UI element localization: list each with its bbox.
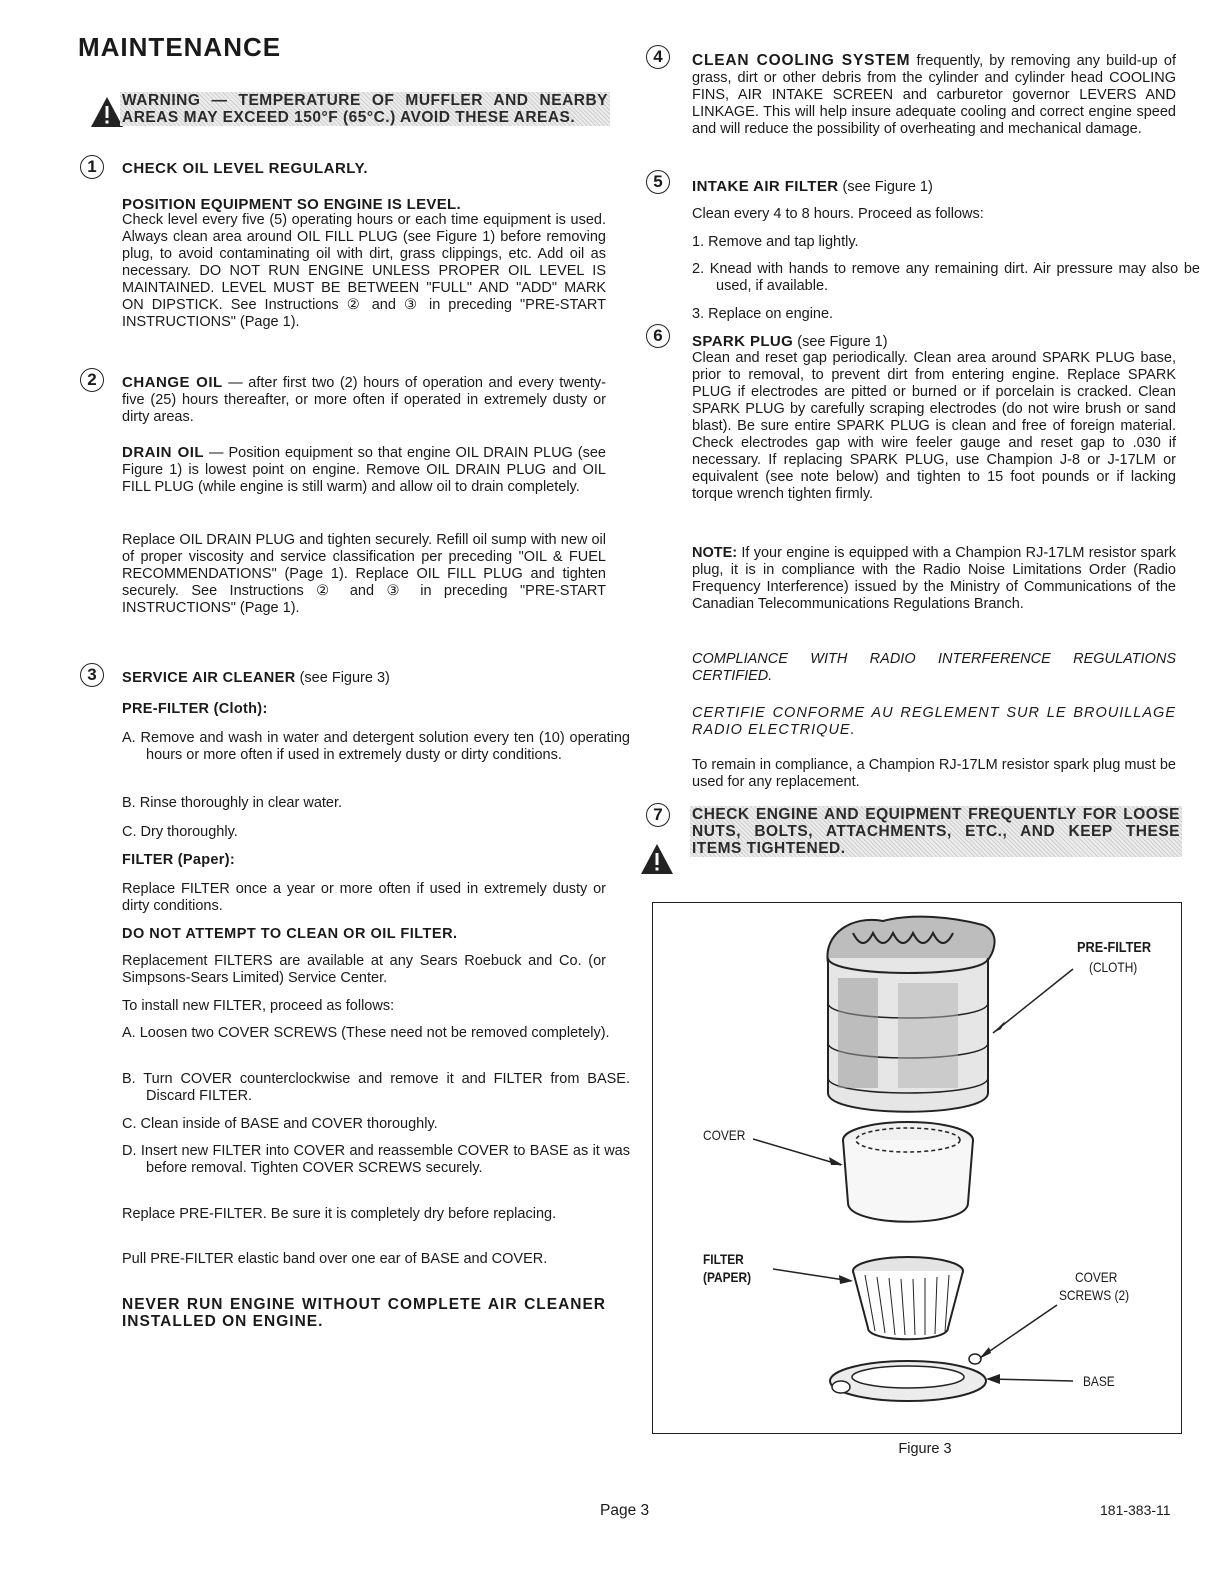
warning-triangle-icon xyxy=(90,96,124,128)
paper-filter-illustration xyxy=(853,1257,963,1339)
cover-illustration xyxy=(843,1122,973,1222)
s4-body: frequently, by removing any build-up of grass, dirt or other debris from the cylinder and cylinder head COOLING FINS, AIR INTAKE SCREEN and carburetor governor LEVERS AND LINKAGE. This will help insure adequate cooling and correct engine speed and will reduce the possibility of overheating and mechanical damage. xyxy=(692,53,1176,137)
s3-install-step-b: B. Turn COVER counterclockwise and remove it and FILTER from BASE. Discard FILTER. xyxy=(122,1071,630,1104)
base-illustration xyxy=(830,1354,986,1401)
s6-heading: SPARK PLUG xyxy=(692,333,794,350)
s3-install-step-a: A. Loosen two COVER SCREWS (These need not be removed completely). xyxy=(122,1025,610,1041)
step-number-4: 4 xyxy=(646,45,670,69)
s3-pull-prefilter: Pull PRE-FILTER elastic band over one ear of BASE and COVER. xyxy=(122,1251,548,1267)
s3-install-step-c: C. Clean inside of BASE and COVER thoroughly. xyxy=(122,1116,438,1132)
s5-heading: INTAKE AIR FILTER xyxy=(692,178,839,195)
s7-warning: CHECK ENGINE AND EQUIPMENT FREQUENTLY FOR LOOSE NUTS, BOLTS, ATTACHMENTS, ETC., AND KEEP THESE ITEMS TIGHTENED. xyxy=(692,806,1180,857)
s6-note-label: NOTE: xyxy=(692,545,738,561)
s6-body: Clean and reset gap periodically. Clean area around SPARK PLUG base, prior to removal, to prevent dirt from entering engine. Replace SPARK PLUG if electrodes are pitted or burned or if porcelain is cracked. Clean SPARK PLUG by carefully scraping electrodes (do not wire brush or sand blast). Be sure entire SPARK PLUG is clean and free of foreign material. Check electrodes gap with wire feeler gauge and reset gap to .030 if necessary. If replacing SPARK PLUG, use Champion J-8 or J-17LM or equivalent (see note below) and tighten to 15 foot pounds or if lacking torque wrench tighten firmly. xyxy=(692,350,1176,502)
s3-do-not: DO NOT ATTEMPT TO CLEAN OR OIL FILTER. xyxy=(122,926,458,942)
s3-heading: SERVICE AIR CLEANER xyxy=(122,670,296,686)
s6-heading-ref: (see Figure 1) xyxy=(793,334,888,350)
label-cover: COVER xyxy=(703,1127,746,1143)
s3-prefilter-step-b: B. Rinse thoroughly in clear water. xyxy=(122,795,343,811)
label-cover-screws-sub: SCREWS (2) xyxy=(1059,1287,1130,1303)
s5-heading-block xyxy=(692,178,1176,196)
s2-heading: CHANGE OIL xyxy=(122,374,223,391)
s1-body: Check level every five (5) operating hours or each time equipment is used. Always clean area around OIL FILL PLUG (see Figure 1) before removing plug, to avoid contaminating oil with dirt, grass clippings, etc. Add oil as necessary. DO NOT RUN ENGINE UNLESS PROPER OIL LEVEL IS MAINTAINED. LEVEL MUST BE BETWEEN "FULL" AND "ADD" MARK ON DIPSTICK. See Instructions ② and ③ in preceding "PRE-START INSTRUCTIONS" (Page 1). xyxy=(122,212,606,330)
s3-filter-body: Replace FILTER once a year or more often if used in extremely dusty or dirty conditions. xyxy=(122,881,606,914)
page-number: Page 3 xyxy=(600,1502,650,1519)
label-prefilter-sub: (CLOTH) xyxy=(1089,959,1138,975)
page-title: MAINTENANCE xyxy=(78,32,282,62)
s3-prefilter-step-c: C. Dry thoroughly. xyxy=(122,824,238,840)
step-number-7: 7 xyxy=(646,803,670,827)
s3-filter-heading: FILTER (Paper): xyxy=(122,852,235,868)
step-number-5: 5 xyxy=(646,170,670,194)
s3-prefilter-step-a: A. Remove and wash in water and detergent solution every ten (10) operating hours or more often if used in extremely dusty or dirty conditions. xyxy=(122,730,630,763)
s5-heading-ref: (see Figure 1) xyxy=(838,179,933,195)
s6-note xyxy=(692,545,1176,613)
s6-remain: To remain in compliance, a Champion RJ-17LM resistor spark plug must be used for any replacement. xyxy=(692,757,1176,790)
s3-replace-prefilter: Replace PRE-FILTER. Be sure it is completely dry before replacing. xyxy=(122,1206,557,1222)
s2-drain-body: — Position equipment so that engine OIL DRAIN PLUG (see Figure 1) is lowest point on engine. Remove OIL DRAIN PLUG and OIL FILL PLUG (while engine is still warm) and allow oil to drain completely. xyxy=(122,445,606,495)
s2-body: — after first two (2) hours of operation and every twenty-five (25) hours thereafter, or more often if operated in extremely dusty or dirty areas. xyxy=(122,375,607,425)
step-number-3: 3 xyxy=(80,663,104,687)
label-base: BASE xyxy=(1083,1373,1115,1389)
figure-3-frame xyxy=(652,902,1182,1434)
label-filter-sub: (PAPER) xyxy=(703,1269,752,1285)
s5-intro: Clean every 4 to 8 hours. Proceed as follows: xyxy=(692,206,984,222)
s3-never: NEVER RUN ENGINE WITHOUT COMPLETE AIR CLEANER INSTALLED ON ENGINE. xyxy=(122,1296,606,1330)
warning-triangle-icon-2 xyxy=(640,843,674,875)
s5-step-1: 1. Remove and tap lightly. xyxy=(692,234,859,250)
s3-install-intro: To install new FILTER, proceed as follows: xyxy=(122,998,395,1014)
s1-subheading: POSITION EQUIPMENT SO ENGINE IS LEVEL. xyxy=(122,196,461,213)
label-prefilter: PRE-FILTER xyxy=(1077,939,1152,956)
s2-drain-block xyxy=(122,444,606,496)
s6-compliance-en: COMPLIANCE WITH RADIO INTERFERENCE REGULATIONS CERTIFIED. xyxy=(692,651,1176,684)
s4-heading: CLEAN COOLING SYSTEM xyxy=(692,52,911,69)
s6-note-body: If your engine is equipped with a Champion RJ-17LM resistor spark plug, it is in compliance with the Radio Noise Limitations Order (Radio Frequency Interference) issued by the Ministry of Communications of the Canadian Telecommunications Regulations Branch. xyxy=(692,545,1176,612)
s5-step-2: 2. Knead with hands to remove any remaining dirt. Air pressure may also be used, if available. xyxy=(692,261,1200,294)
s4-block xyxy=(692,52,1176,138)
s5-step-3: 3. Replace on engine. xyxy=(692,306,834,322)
s2-drain-heading: DRAIN OIL xyxy=(122,444,205,461)
air-cleaner-diagram xyxy=(653,903,1181,1433)
s1-heading: CHECK OIL LEVEL REGULARLY. xyxy=(122,160,369,177)
doc-number: 181-383-11 xyxy=(1100,1502,1171,1518)
s3-replacement: Replacement FILTERS are available at any Sears Roebuck and Co. (or Simpsons-Sears Limited) Service Center. xyxy=(122,953,606,986)
label-cover-screws: COVER xyxy=(1075,1269,1118,1285)
prefilter-illustration xyxy=(827,917,994,1112)
label-filter: FILTER xyxy=(703,1251,744,1267)
s3-heading-block xyxy=(122,670,606,687)
s6-heading-block xyxy=(692,333,1176,351)
s3-prefilter-heading: PRE-FILTER (Cloth): xyxy=(122,701,268,717)
s6-compliance-fr: CERTIFIE CONFORME AU REGLEMENT SUR LE BROUILLAGE RADIO ELECTRIQUE. xyxy=(692,705,1176,738)
s2-block xyxy=(122,374,606,426)
step-number-6: 6 xyxy=(646,324,670,348)
step-number-2: 2 xyxy=(80,368,104,392)
figure-caption: Figure 3 xyxy=(898,1441,952,1457)
s3-heading-ref: (see Figure 3) xyxy=(295,670,390,686)
s3-install-step-d: D. Insert new FILTER into COVER and reassemble COVER to BASE as it was before removal. Tighten COVER SCREWS securely. xyxy=(122,1143,630,1176)
warning-top-text: WARNING — TEMPERATURE OF MUFFLER AND NEARBY AREAS MAY EXCEED 150°F (65°C.) AVOID THESE AREAS. xyxy=(122,92,608,126)
step-number-1: 1 xyxy=(80,155,104,179)
s2-replace-body: Replace OIL DRAIN PLUG and tighten securely. Refill oil sump with new oil of proper viscosity and service classification per preceding "OIL & FUEL RECOMMENDATIONS" (Page 1). Replace OIL FILL PLUG and tighten securely. See Instructions ② and ③ in preceding "PRE-START INSTRUCTIONS" (Page 1). xyxy=(122,532,606,616)
